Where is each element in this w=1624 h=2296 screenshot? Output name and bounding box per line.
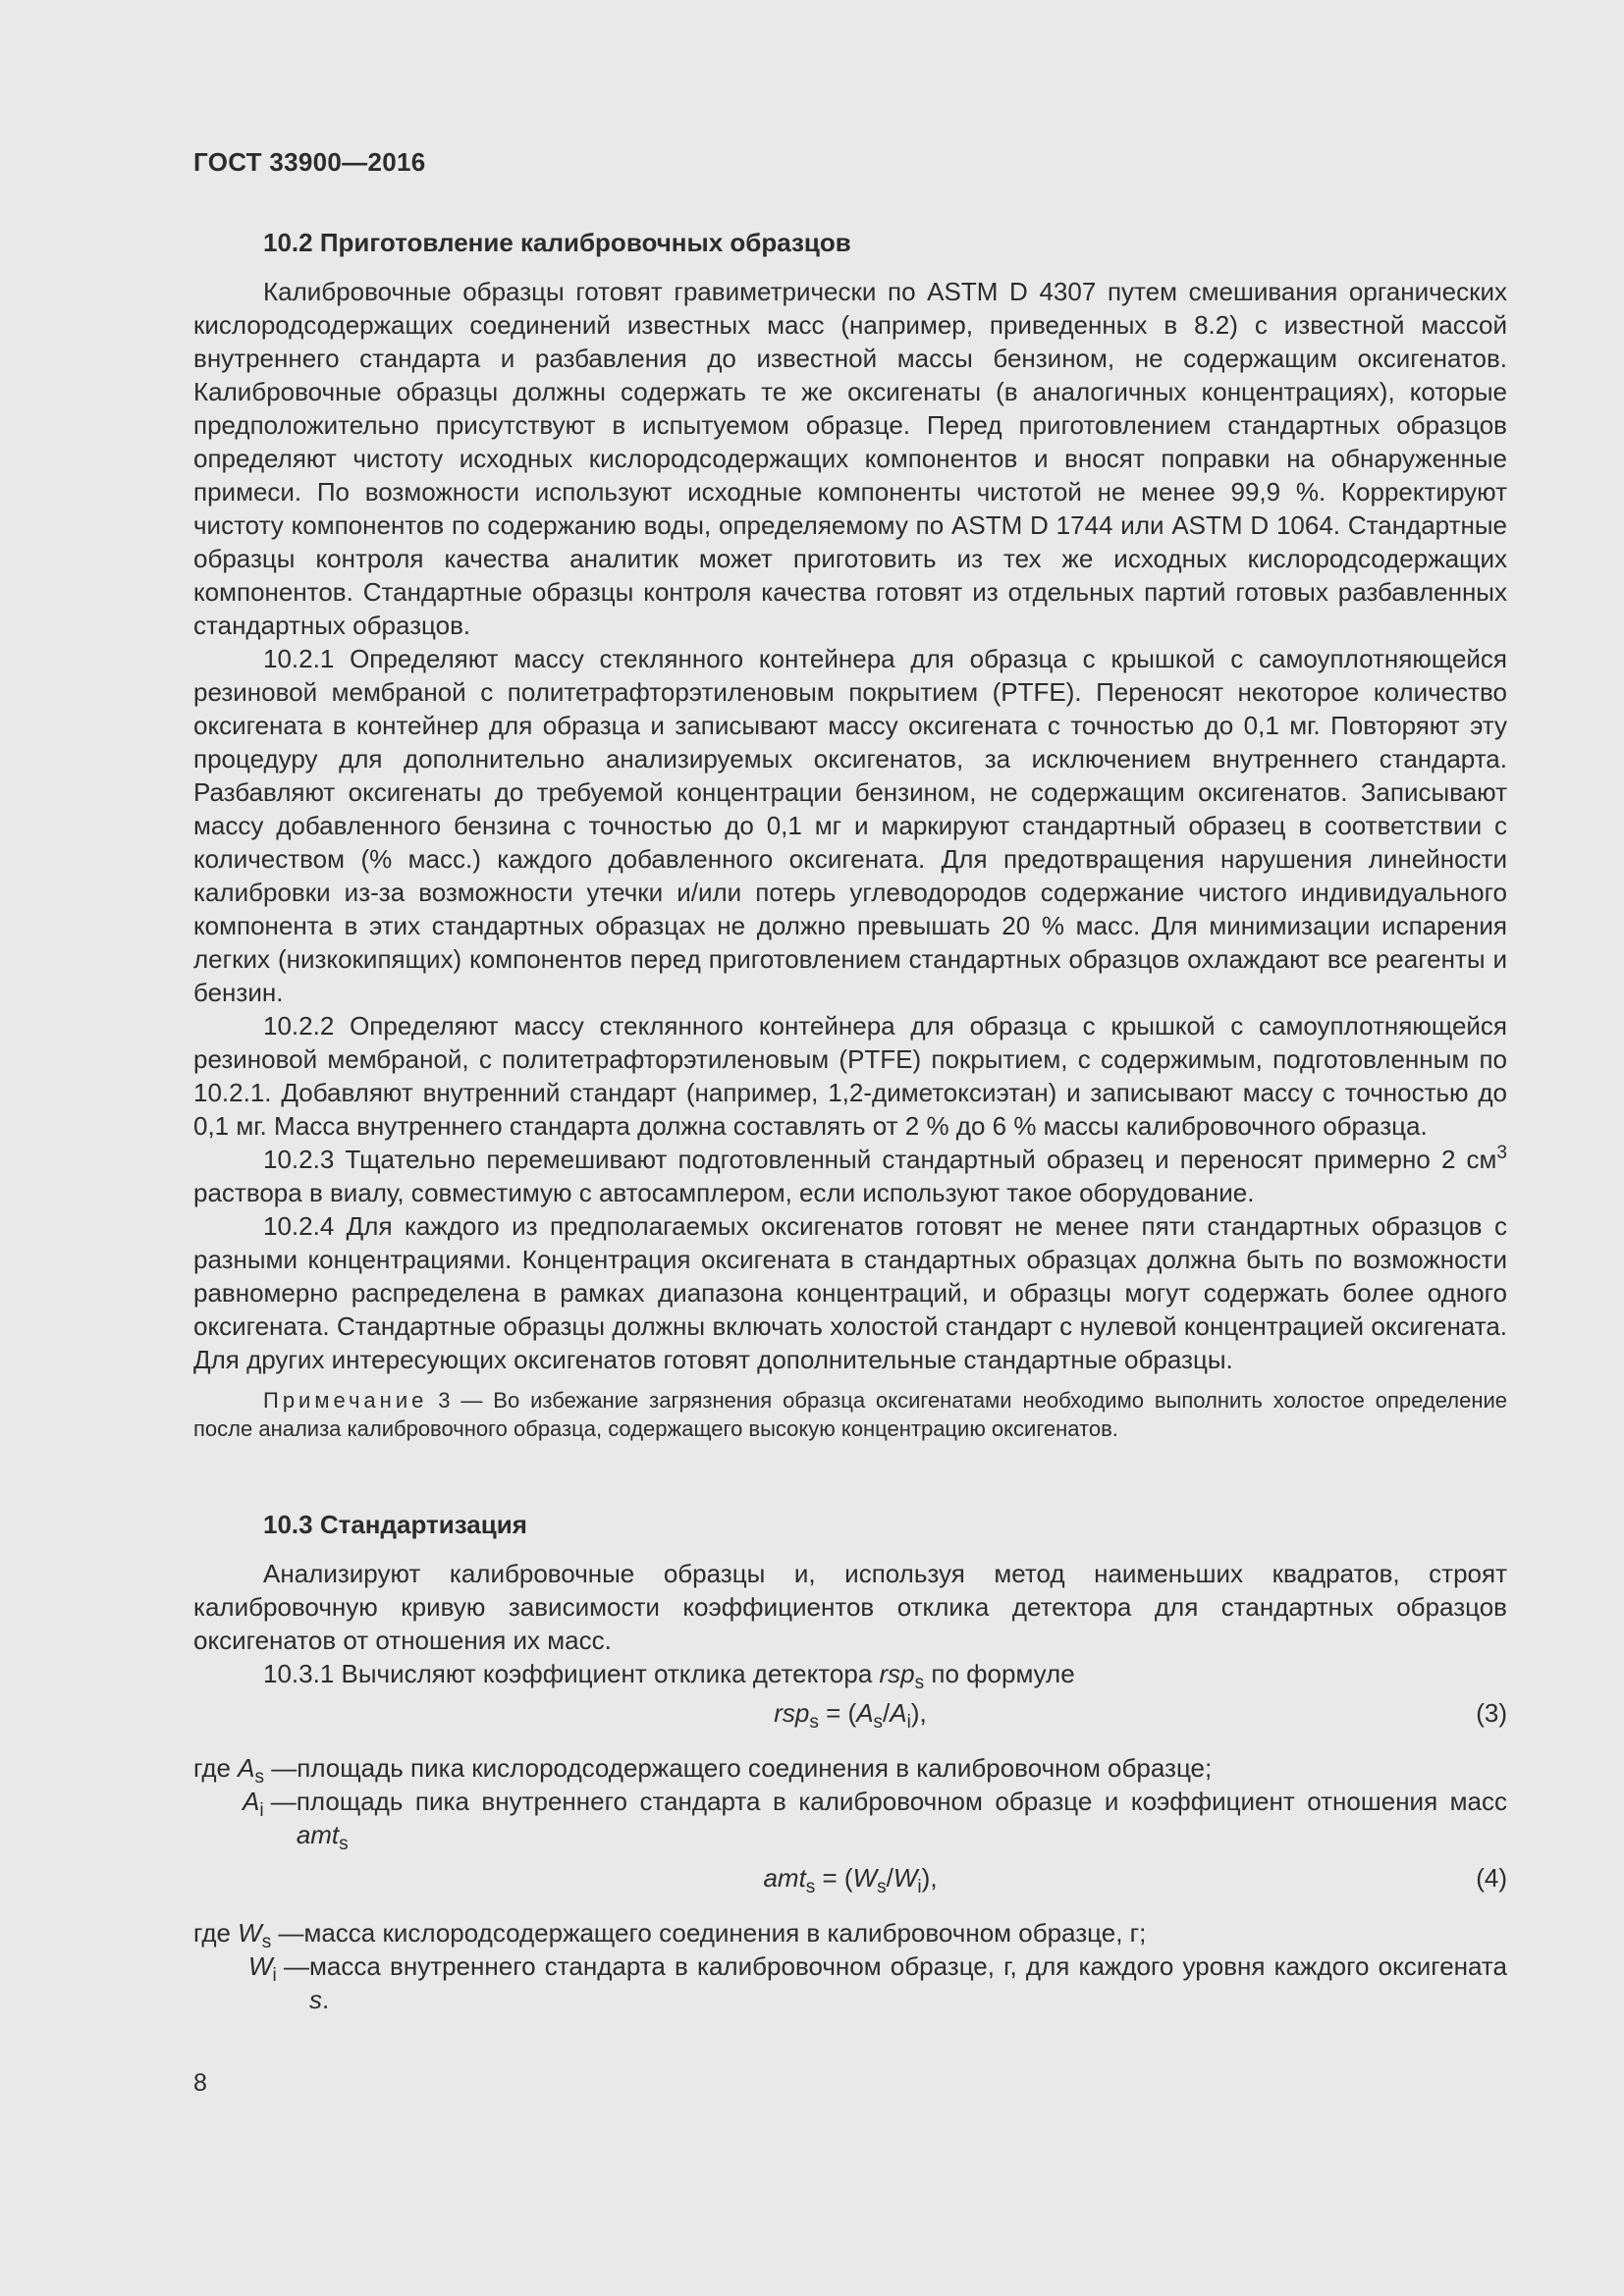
formula-3-number: (3)	[1476, 1698, 1507, 1728]
where-4-line-2: $W_i$ — масса внутреннего стандарта в калибровочном образце, г, для каждого уровня каждого оксигената s.	[248, 1951, 1507, 2014]
note-text: 3 — Во избежание загрязнения образца оксигенатами необходимо выполнить холостое определение после анализа калибровочного образца, содержащего высокую концентрацию оксигенатов.	[193, 1388, 1507, 1441]
paragraph-10-2-2: 10.2.2 Определяют массу стеклянного контейнера для образца с крышкой с самоуплотняющейся резиновой мембраной, с политетрафторэтиленовым (PTFE) покрытием, с содержимым, подготовленным по 10.2.1. Добавляют внутренний стандарт (например, 1,2-диметоксиэтан) и записывают массу с точностью до 0,1 мг. Масса внутреннего стандарта должна составлять от 2 % до 6 % массы калибровочного образца.	[193, 1011, 1507, 1141]
paragraph-10-3-1: 10.3.1 Вычисляют коэффициент отклика детектора rsp$_s$ по формуле	[263, 1659, 1075, 1693]
standard-code-header: ГОСТ 33900—2016	[193, 147, 426, 177]
paragraph-10-2-1: 10.2.1 Определяют массу стеклянного контейнера для образца с крышкой с самоуплотняющейся резиновой мембраной с политетрафторэтиленовым покрытием (PTFE). Переносят некоторое количество оксигената в контейнер для образца и записывают массу оксигената с точностью до 0,1 мг. Повторяют эту процедуру для дополнительно анализируемых оксигенатов, за исключением внутреннего стандарта. Разбавляют оксигенаты до требуемой концентрации бензином, не содержащим оксигенатов. Записывают массу добавленного бензина с точностью до 0,1 мг и маркируют стандартный образец в соответствии с количеством (% масс.) каждого добавленного оксигената. Для предотвращения нарушения линейности калибровки из-за возможности утечки и/или потерь углеводородов содержание чистого индивидуального компонента в этих стандартных образцах не должно превышать 20 % масс. Для минимизации испарения легких (низкокипящих) компонентов перед приготовлением стандартных образцов охлаждают все реагенты и бензин.	[193, 644, 1507, 1007]
paragraph-10-2-intro: Калибровочные образцы готовят гравиметрически по ASTM D 4307 путем смешивания органических кислородсодержащих соединений известных масс (например, приведенных в 8.2) с известной массой внутреннего стандарта и разбавления до известной массы бензином, не содержащим оксигенатов. Калибровочные образцы должны содержать те же оксигенаты (в аналогичных концентрациях), которые предположительно присутствуют в испытуемом образце. Перед приготовлением стандартных образцов определяют чистоту исходных кислородсодержащих компонентов и вносят поправки на обнаруженные примеси. По возможности используют исходные компоненты чистотой не менее 99,9 %. Корректируют чистоту компонентов по содержанию воды, определяемому по ASTM D 1744 или ASTM D 1064. Стандартные образцы контроля качества аналитик может приготовить из тех же исходных кислородсодержащих компонентов. Стандартные образцы контроля качества готовят из отдельных партий готовых разбавленных стандартных образцов.	[193, 277, 1507, 640]
note-label: Примечание	[263, 1388, 428, 1413]
paragraph-10-3-intro: Анализируют калибровочные образцы и, используя метод наименьших квадратов, строят калибровочную кривую зависимости коэффициентов отклика детектора для стандартных образцов оксигенатов от отношения их масс.	[193, 1559, 1507, 1655]
formula-3-expression: $rsp_s = (A_s/A_i)$,	[774, 1698, 927, 1733]
section-10-2-title: 10.2 Приготовление калибровочных образцов	[263, 228, 851, 257]
formula-3	[193, 1696, 1507, 1732]
paragraph-10-2-3: 10.2.3 Тщательно перемешивают подготовленный стандартный образец и переносят примерно 2 $см^3$ раствора в виалу, совместимую с автосамплером, если используют такое оборудование.	[193, 1143, 1507, 1207]
section-10-3-title: 10.3 Стандартизация	[263, 1510, 527, 1539]
where-3-line-2: $A_i$ — площадь пика внутреннего стандарта в калибровочном образце и коэффициент отношения масс amt$_s$	[243, 1787, 1507, 1854]
formula-4	[193, 1861, 1507, 1896]
formula-4-number: (4)	[1476, 1863, 1507, 1893]
paragraph-10-2-4: 10.2.4 Для каждого из предполагаемых оксигенатов готовят не менее пяти стандартных образцов с разными концентрациями. Концентрация оксигената в стандартных образцах должна быть по возможности равномерно распределена в рамках диапазона концентраций, и образцы могут содержать более одного оксигената. Стандартные образцы должны включать холостой стандарт с нулевой концентрацией оксигената. Для других интересующих оксигенатов готовят дополнительные стандартные образцы.	[193, 1211, 1507, 1374]
where-4-line-1: где $W_s$ — масса кислородсодержащего соединения в калибровочном образце, г;	[193, 1918, 1147, 1952]
note-3	[193, 1386, 1507, 1443]
formula-4-expression: $amt_s = (W_s/W_i)$,	[763, 1863, 938, 1897]
page-number: 8	[193, 2069, 207, 2097]
section-10-2	[193, 226, 1507, 1443]
where-3-line-1: где $A_s$ — площадь пика кислородсодержащего соединения в калибровочном образце;	[193, 1753, 1213, 1788]
section-10-3	[193, 1508, 1507, 2016]
